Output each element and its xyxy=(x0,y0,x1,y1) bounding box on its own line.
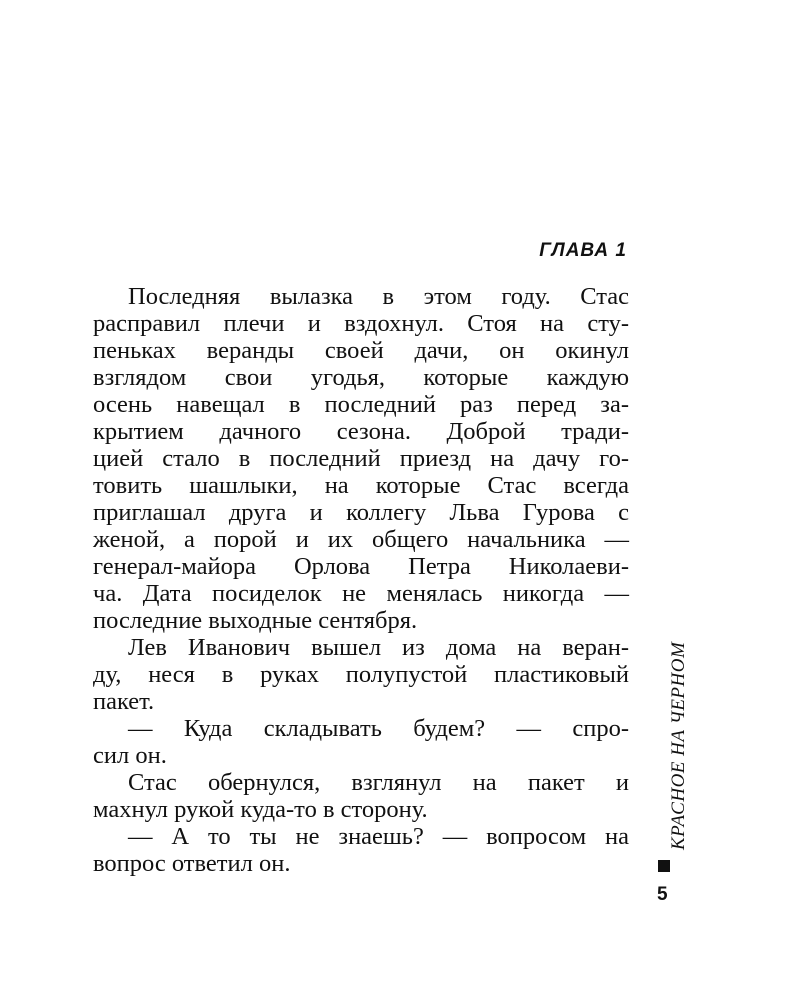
running-book-title: КРАСНОЕ НА ЧЕРНОМ xyxy=(668,641,689,850)
text-line: пеньках веранды своей дачи, он окинул xyxy=(93,337,629,364)
text-line: женой, а порой и их общего начальника — xyxy=(93,526,629,553)
text-line: цией стало в последний приезд на дачу го- xyxy=(93,445,629,472)
paragraph-1 xyxy=(93,283,629,634)
paragraph-4 xyxy=(93,769,629,823)
text-line: вопрос ответил он. xyxy=(93,850,291,877)
text-line: расправил плечи и вздохнул. Стоя на сту- xyxy=(93,310,629,337)
text-line: Стас обернулся, взглянул на пакет и xyxy=(128,769,629,796)
paragraph-5 xyxy=(93,823,629,877)
page-number: 5 xyxy=(657,884,668,905)
text-line: Лев Иванович вышел из дома на веран- xyxy=(128,634,629,661)
text-line: ду, неся в руках полупустой пластиковый xyxy=(93,661,629,688)
text-line: — А то ты не знаешь? — вопросом на xyxy=(128,823,629,850)
square-marker-icon xyxy=(658,860,670,872)
paragraph-3 xyxy=(93,715,629,769)
paragraph-2 xyxy=(93,634,629,715)
text-line: махнул рукой куда-то в сторону. xyxy=(93,796,428,823)
text-line: пакет. xyxy=(93,688,155,715)
body-text xyxy=(93,283,629,877)
text-line: ча. Дата посиделок не менялась никогда — xyxy=(93,580,629,607)
text-line: крытием дачного сезона. Доброй тради- xyxy=(93,418,629,445)
text-line: приглашал друга и коллегу Льва Гурова с xyxy=(93,499,629,526)
text-line: Последняя вылазка в этом году. Стас xyxy=(128,283,629,310)
text-line: последние выходные сентября. xyxy=(93,607,418,634)
text-line: генерал-майора Орлова Петра Николаеви- xyxy=(93,553,629,580)
text-line: взглядом свои угодья, которые каждую xyxy=(93,364,629,391)
text-line: — Куда складывать будем? — спро- xyxy=(128,715,629,742)
text-line: товить шашлыки, на которые Стас всегда xyxy=(93,472,629,499)
chapter-heading: ГЛАВА 1 xyxy=(539,240,627,261)
text-line: сил он. xyxy=(93,742,167,769)
text-line: осень навещал в последний раз перед за- xyxy=(93,391,629,418)
